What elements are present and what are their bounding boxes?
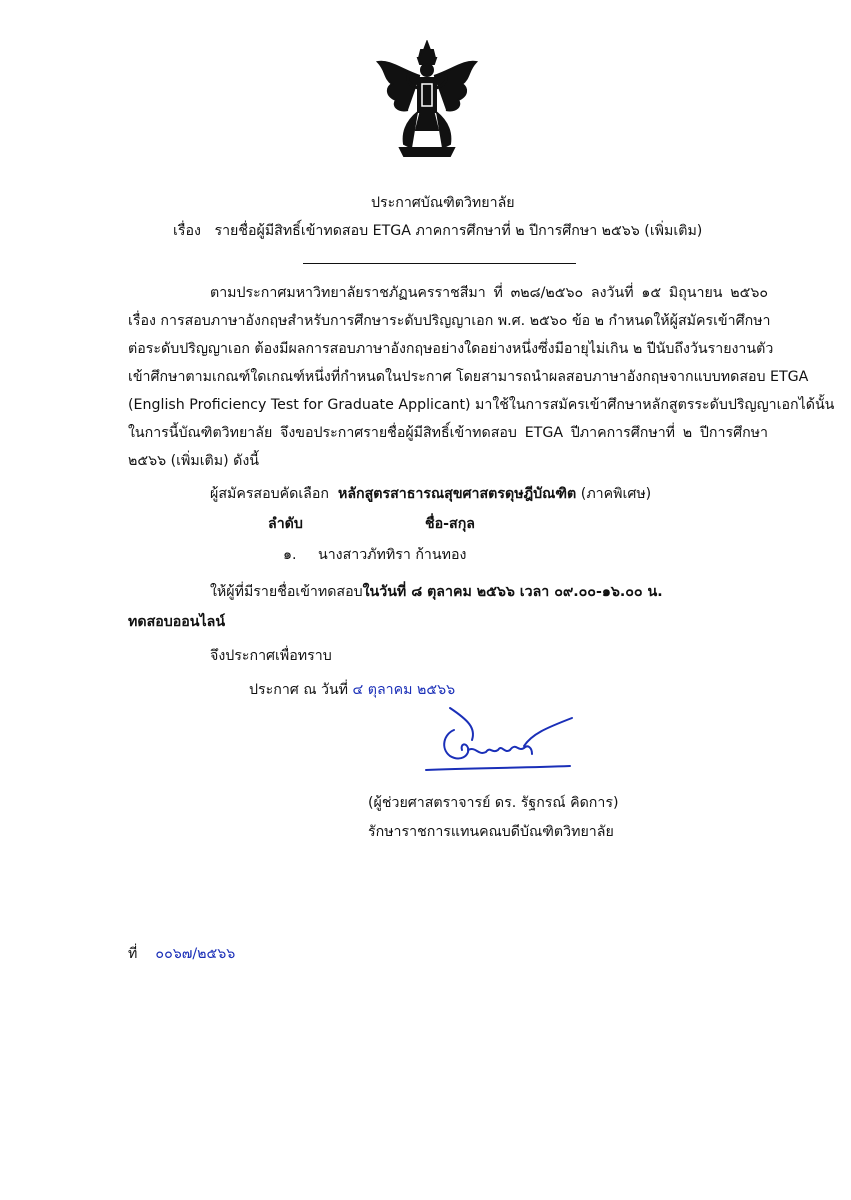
table-header-no: ลำดับ	[268, 516, 303, 532]
body-line-1: ตามประกาศมหาวิทยาลัยราชภัฏนครราชสีมา ที่ ๓๒๘/๒๕๖๐ ลงวันที่ ๑๕ มิถุนายน ๒๕๖๐	[210, 285, 768, 301]
closing-text: จึงประกาศเพื่อทราบ	[210, 648, 332, 664]
body-line-5: (English Proficiency Test for Graduate Applicant) มาใช้ในการสมัครเข้าศึกษาหลักสูตรระดับปริญญาเอกได้นั้น	[128, 397, 835, 413]
body-line-4: เข้าศึกษาตามเกณฑ์ใดเกณฑ์หนึ่งที่กำหนดในประกาศ โดยสามารถนำผลสอบภาษาอังกฤษจากแบบทดสอบ ETGA	[128, 369, 809, 385]
title-divider	[303, 263, 576, 264]
test-mode: ทดสอบออนไลน์	[128, 614, 226, 630]
applicant-program-line	[210, 484, 651, 504]
subject-prefix: เรื่อง	[173, 223, 201, 239]
program-suffix: (ภาคพิเศษ)	[580, 486, 652, 502]
dateline-date: ๔ ตุลาคม ๒๕๖๖	[352, 682, 456, 698]
body-line-2: เรื่อง การสอบภาษาอังกฤษสำหรับการศึกษาระดับปริญญาเอก พ.ศ. ๒๕๖๐ ข้อ ๒ กำหนดให้ผู้สมัครเข้าศึกษา	[128, 313, 771, 329]
document-subject	[173, 221, 702, 241]
dateline-prefix: ประกาศ ณ วันที่	[249, 682, 349, 698]
reference-number-line	[128, 944, 235, 964]
subject-text: รายชื่อผู้มีสิทธิ์เข้าทดสอบ ETGA ภาคการศึกษาที่ ๒ ปีการศึกษา ๒๕๖๖ (เพิ่มเติม)	[214, 223, 703, 239]
schedule-line	[210, 582, 663, 602]
applicant-prefix: ผู้สมัครสอบคัดเลือก	[210, 486, 329, 502]
signatory-name: (ผู้ช่วยศาสตราจารย์ ดร. รัฐกรณ์ คิดการ)	[368, 795, 619, 811]
signatory-position: รักษาราชการแทนคณบดีบัณฑิตวิทยาลัย	[368, 824, 614, 840]
body-line-6: ในการนี้บัณฑิตวิทยาลัย จึงขอประกาศรายชื่อผู้มีสิทธิ์เข้าทดสอบ ETGA ปีภาคการศึกษาที่ ๒ ปีการศึกษา	[128, 425, 768, 441]
dateline	[249, 680, 455, 700]
reference-number: ๐๐๖๗/๒๕๖๖	[155, 946, 236, 962]
body-line-3: ต่อระดับปริญญาเอก ต้องมีผลการสอบภาษาอังกฤษอย่างใดอย่างหนึ่งซึ่งมีอายุไม่เกิน ๒ ปีนับถึงวันรายงานตัว	[128, 341, 774, 357]
document-org: ประกาศบัณฑิตวิทยาลัย	[371, 195, 515, 211]
signature-icon	[420, 700, 580, 780]
program-name: หลักสูตรสาธารณสุขศาสตรดุษฎีบัณฑิต	[338, 486, 577, 502]
body-line-7: ๒๕๖๖ (เพิ่มเติม) ดังนี้	[128, 453, 259, 469]
garuda-emblem-icon	[372, 40, 482, 160]
reference-prefix: ที่	[128, 946, 138, 962]
schedule-prefix: ให้ผู้ที่มีรายชื่อเข้าทดสอบ	[210, 584, 363, 600]
table-header-name: ชื่อ-สกุล	[425, 516, 475, 532]
table-cell-no: ๑.	[283, 547, 297, 563]
table-cell-name: นางสาวภัททิรา ก้านทอง	[318, 547, 467, 563]
schedule-datetime: ในวันที่ ๘ ตุลาคม ๒๕๖๖ เวลา ๐๙.๐๐-๑๖.๐๐ น.	[362, 584, 663, 600]
